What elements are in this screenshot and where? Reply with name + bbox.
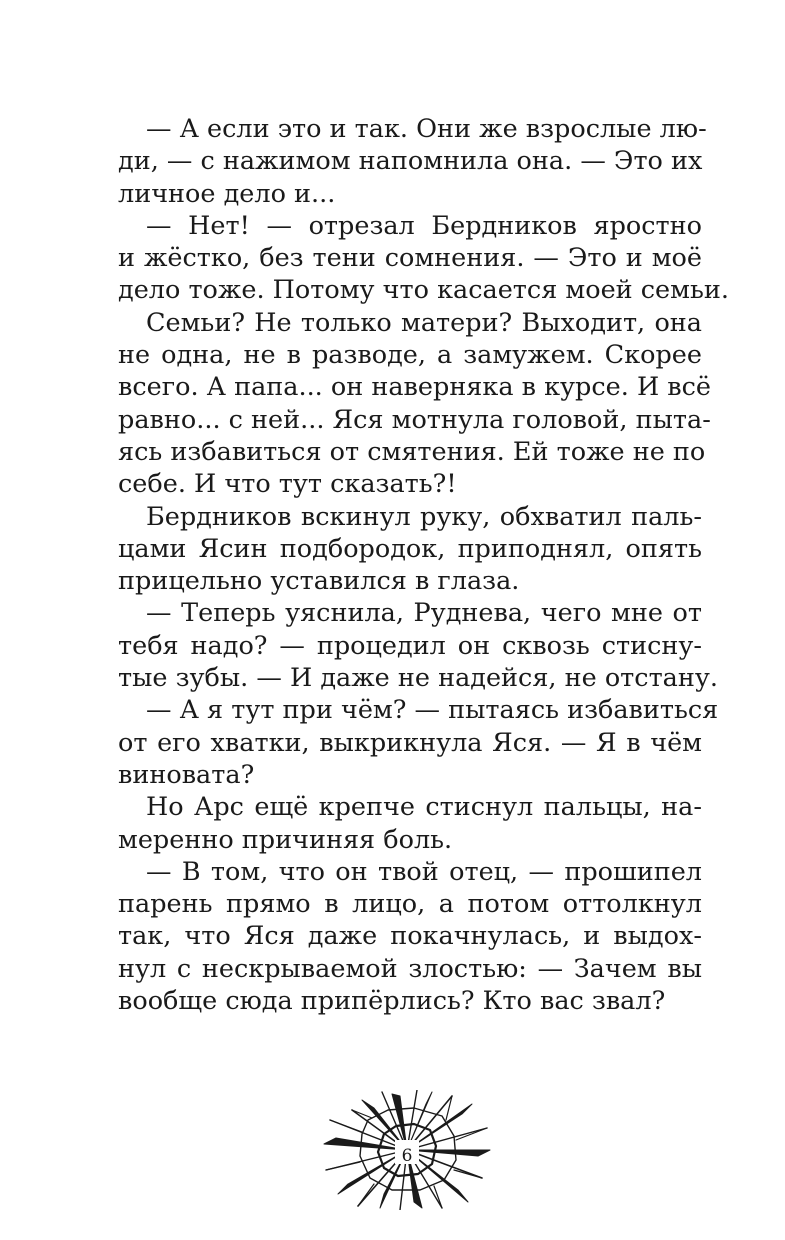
text-line: ди, — с нажимом напомнила она. — Это их (118, 146, 703, 177)
text-line: дело тоже. Потому что касается моей семьи. (118, 275, 729, 306)
text-line: меренно причиняя боль. (118, 824, 453, 855)
text-line: не одна, не в разводе, а замужем. Скорее (118, 340, 702, 371)
text-line: парень прямо в лицо, а потом оттолкнул (118, 889, 702, 920)
folio (322, 1090, 492, 1210)
text-line: — Нет! — отрезал Бердников яростно (146, 210, 702, 241)
text-line: так, что Яся даже покачнулась, и выдох- (118, 921, 702, 952)
text-line: — А я тут при чём? — пытаясь избавиться (146, 695, 719, 726)
paragraph (118, 791, 702, 856)
paragraph (118, 113, 707, 210)
text-line: ясь избавиться от смятения. Ей тоже не по (118, 436, 706, 467)
text-line: тебя надо? — процедил он сквозь стисну- (118, 630, 702, 661)
text-line: от его хватки, выкрикнула Яся. — Я в чём (118, 727, 702, 758)
text-line: — В том, что он твой отец, — прошипел (146, 856, 702, 887)
text-line: тые зубы. — И даже не надейся, не отстану. (118, 663, 718, 694)
text-line: нул с нескрываемой злостью: — Зачем вы (118, 953, 702, 984)
paragraph (118, 501, 702, 598)
text-line: Бердников вскинул руку, обхватил паль- (146, 501, 702, 532)
paragraph (118, 307, 712, 501)
text-line: виновата? (118, 759, 255, 790)
paragraph (118, 210, 729, 307)
paragraph (118, 856, 702, 1017)
text-line: Но Арс ещё крепче стиснул пальцы, на- (146, 792, 702, 823)
text-line: цами Ясин подбородок, приподнял, опять (118, 533, 702, 564)
text-line: себе. И что тут сказать?! (118, 469, 457, 500)
text-line: и жёстко, без тени сомнения. — Это и моё (118, 243, 702, 274)
text-line: — Теперь уяснила, Руднева, чего мне от (146, 598, 702, 629)
text-line: равно... с ней... Яся мотнула головой, пыта- (118, 404, 711, 435)
body-text (118, 113, 729, 1017)
text-line: прицельно уставился в глаза. (118, 566, 520, 597)
text-line: Семьи? Не только матери? Выходит, она (146, 307, 702, 338)
paragraph (118, 694, 719, 791)
text-line: вообще сюда припёрлись? Кто вас звал? (118, 986, 666, 1017)
text-line: — А если это и так. Они же взрослые лю- (146, 114, 707, 144)
text-line: личное дело и... (118, 178, 336, 209)
text-line: всего. А папа... он наверняка в курсе. И всё (118, 372, 712, 403)
paragraph (118, 597, 718, 694)
page-number: 6 (401, 1146, 413, 1166)
